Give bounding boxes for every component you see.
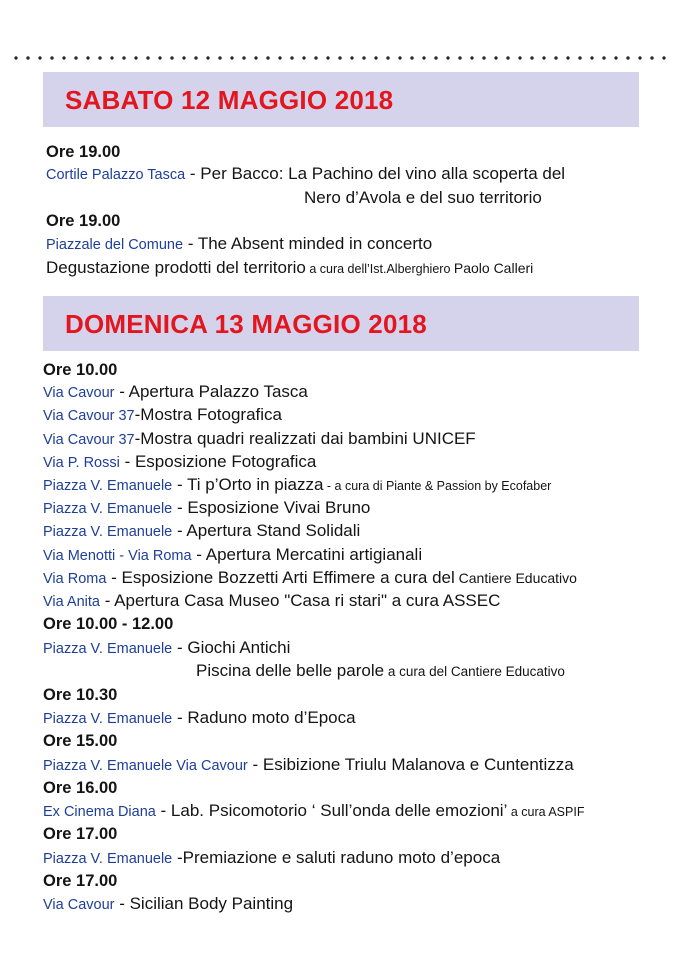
event-row (43, 707, 356, 730)
event-location: Via Menotti - Via Roma (43, 548, 192, 564)
event-row (43, 590, 500, 613)
event-organizer-name: Paolo Calleri (453, 260, 534, 276)
event-row (43, 800, 584, 823)
event-location: Via Cavour (43, 897, 115, 913)
time-label (43, 613, 173, 635)
time-text: Ore 16.00 (43, 779, 118, 797)
day-banner-saturday (43, 72, 639, 127)
time-label (43, 359, 117, 381)
event-row (46, 257, 533, 280)
event-row (43, 404, 282, 427)
event-location: Piazza V. Emanuele (43, 641, 173, 657)
event-row (43, 637, 290, 660)
event-row (46, 163, 565, 186)
time-text: Ore 15.00 (43, 732, 118, 750)
event-location: Cortile Palazzo Tasca (46, 167, 186, 183)
dotted-divider (10, 55, 670, 61)
event-row (43, 497, 370, 520)
time-text: Ore 10.00 (43, 361, 118, 379)
event-location: Via Roma (43, 571, 107, 587)
event-location: Piazzale del Comune (46, 237, 184, 253)
event-title: - Raduno moto d’Epoca (172, 708, 356, 727)
event-title: - Per Bacco: La Pachino del vino alla scoperta del (185, 164, 566, 183)
time-label (43, 823, 117, 845)
time-text: Ore 19.00 (46, 143, 121, 161)
event-title: Piscina delle belle parole (196, 661, 385, 680)
time-text: Ore 10.00 - 12.00 (43, 615, 174, 633)
day-title-saturday: SABATO 12 MAGGIO 2018 (65, 85, 394, 115)
event-title: - Esposizione Vivai Bruno (172, 498, 371, 517)
time-text: Ore 19.00 (46, 212, 121, 230)
event-location: Via Cavour (43, 385, 115, 401)
event-title: -Mostra quadri realizzati dai bambini UNICEF (134, 429, 476, 448)
event-title: - Esposizione Bozzetti Arti Effimere a cura del (106, 568, 455, 587)
event-title: Degustazione prodotti del territorio (46, 258, 306, 277)
time-text: Ore 17.00 (43, 825, 118, 843)
event-row (43, 893, 293, 916)
time-label (43, 777, 117, 799)
event-title: - Giochi Antichi (172, 638, 291, 657)
event-row (43, 567, 577, 590)
event-row-continuation (196, 660, 565, 683)
time-label (43, 870, 117, 892)
event-location: Via P. Rossi (43, 455, 120, 471)
event-location: Piazza V. Emanuele (43, 851, 173, 867)
event-location: Via Cavour 37 (43, 408, 135, 424)
time-text: Ore 17.00 (43, 872, 118, 890)
event-location: Via Cavour 37 (43, 432, 135, 448)
event-title: - Apertura Casa Museo "Casa ri stari" a cura ASSEC (99, 591, 501, 610)
time-label (43, 730, 117, 752)
event-title: -Mostra Fotografica (134, 405, 283, 424)
event-title: - Lab. Psicomotorio ‘ Sull’onda delle emozioni’ (155, 801, 508, 820)
event-organizer: a cura del Cantiere Educativo (384, 664, 565, 679)
event-row (46, 233, 432, 256)
event-row (43, 520, 360, 543)
event-title: Nero d’Avola e del suo territorio (304, 188, 542, 207)
event-location: Piazza V. Emanuele (43, 711, 173, 727)
event-title: -Premiazione e saluti raduno moto d’epoca (172, 848, 501, 867)
time-label (46, 141, 120, 163)
event-row (43, 381, 308, 404)
event-location: Ex Cinema Diana (43, 804, 156, 820)
time-text: Ore 10.30 (43, 686, 118, 704)
event-row (43, 474, 551, 497)
event-row-continuation (304, 187, 542, 209)
event-title: - Esibizione Triulu Malanova e Cuntentizza (247, 755, 574, 774)
event-location: Piazza V. Emanuele (43, 501, 173, 517)
event-location: Piazza V. Emanuele Via Cavour (43, 758, 248, 774)
event-title: - The Absent minded in concerto (183, 234, 433, 253)
event-organizer: Cantiere Educativo (454, 570, 577, 586)
event-organizer: a cura dell’Ist.Alberghiero (305, 262, 454, 276)
event-title: - Apertura Mercatini artigianali (191, 545, 423, 564)
event-title: - Ti p’Orto in piazza (172, 475, 324, 494)
event-organizer: a cura ASPIF (507, 805, 585, 819)
day-banner-sunday (43, 296, 639, 351)
day-title-sunday: DOMENICA 13 MAGGIO 2018 (65, 309, 427, 339)
event-title: - Apertura Palazzo Tasca (114, 382, 308, 401)
event-row (43, 847, 500, 870)
event-location: Piazza V. Emanuele (43, 478, 173, 494)
time-label (43, 684, 117, 706)
event-title: - Esposizione Fotografica (119, 452, 317, 471)
event-organizer: - a cura di Piante & Passion by Ecofaber (323, 479, 552, 493)
event-row (43, 451, 316, 474)
event-row (43, 754, 574, 777)
event-location: Via Anita (43, 594, 100, 610)
time-label (46, 210, 120, 232)
event-location: Piazza V. Emanuele (43, 524, 173, 540)
event-row (43, 428, 476, 451)
event-title: - Apertura Stand Solidali (172, 521, 361, 540)
event-row (43, 544, 422, 567)
event-title: - Sicilian Body Painting (114, 894, 294, 913)
